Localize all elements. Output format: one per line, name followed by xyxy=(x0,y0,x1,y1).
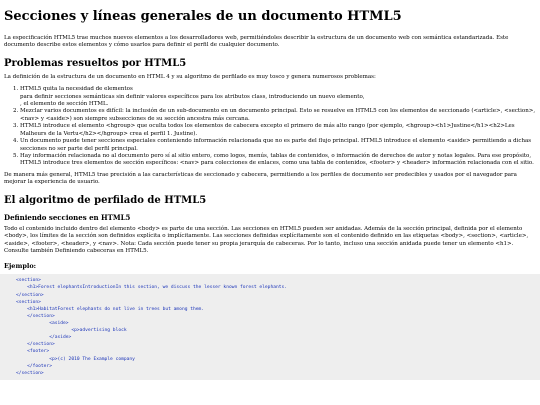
intro-paragraph: La especificación HTML5 trae muchos nuevos elementos a los desarrolladores web, permitiéndoles describir la estructura de un documento web con semántica estandarizada. Este documento describe estos elementos y cómo usarlos para definir el perfil de cualquier documento. xyxy=(4,34,509,49)
problems-intro: La definición de la estructura de un documento en HTML 4 y su algoritmo de perfilado es muy tosco y genera numerosos problemas: xyxy=(4,73,376,80)
list-item: 2. Mezclar varios documentos es difícil: la inclusión de un sub-documento en un documento principal. Esto se resuelve en HTML5 con los elementos de seccionado (<article>, <section>, <nav> y <aside>) son siempre subsecciones de su sección ancestra más cercana. xyxy=(20,108,536,123)
list-item: 3. HTML5 introduce el elemento <hgroup> que oculta todos los elementos de cabecera excepto el primero de más alto rango (por ejemplo, <hgroup><h1>Justine</h1><h2>Les Malheurs de la Vertu</h2></hgroup> crea el perfil 1. Justine). xyxy=(20,123,536,138)
section-heading-algorithm: El algoritmo de perfilado de HTML5 xyxy=(4,194,207,206)
example-label: Ejemplo: xyxy=(4,262,37,271)
problems-list xyxy=(4,86,536,168)
page-title: Secciones y líneas generales de un documento HTML5 xyxy=(4,9,402,24)
problems-summary: De manera más general, HTML5 trae precisión a las características de seccionado y cabecera, permitiendo a los perfiles de documento ser predecibles y usados por el navegador para mejorar la experiencia de usuario. xyxy=(4,171,517,186)
list-item xyxy=(20,86,536,108)
list-item-line: para definir secciones semánticas sin definir valores específicos para los atributos class, introduciendo un nuevo elemento, xyxy=(20,93,365,100)
defining-sections-paragraph: Todo el contenido incluido dentro del elemento <body> es parte de una sección. Las secciones en HTML5 pueden ser anidadas. Además de la sección principal, definida por el elemento <body>, los límites de la sección son definidos explícita o implícitamente. Las secciones definidas explícitamente son el contenido definido en las etiquetas <body>, <section>, <article>, <aside>, <footer>, <header>, y <nav>. Nota: Cada sección puede tener su propia jerarquía de cabeceras. Por lo tanto, incluso una sección anidada puede tener un elemento <h1>. Consulte también Definiendo cabeceras en HTML5. xyxy=(4,225,529,254)
list-item-line: 1. HTML5 quita la necesidad de elementos xyxy=(20,86,133,93)
list-item: 4. Un documento puede tener secciones especiales conteniendo información relacionada que no es parte del flujo principal. HTML5 introduce el elemento <aside> permitiendo a dichas secciones no ser parte del perfil principal. xyxy=(20,138,536,153)
code-example: <section> <h1>Forest elephantsIntroductionIn this section, we discuss the lesser known forest elephants. </section> <section> <h1>HabitatForest elephants do not live in trees but among them. </section> <aside> <p>advertising block </aside> </section> <footer> <p>(c) 2010 The Example company </footer> </section> xyxy=(0,274,540,380)
list-item-line: , el elemento de sección HTML. xyxy=(20,101,109,108)
section-heading-problems: Problemas resueltos por HTML5 xyxy=(4,57,187,69)
list-item: 5. Hay información relacionada no al documento pero sí al sitio entero, como logos, menús, tablas de contenidos, o información de derechos de autor y notas legales. Para ese propósito, HTML5 introduce tres elementos de sección específicos: <nav> para colecciones de enlaces, como una tabla de contenidos, <footer> y <header> información relacionada con el sitio. xyxy=(20,153,536,168)
subheading-defining-sections: Definiendo secciones en HTML5 xyxy=(4,212,131,222)
